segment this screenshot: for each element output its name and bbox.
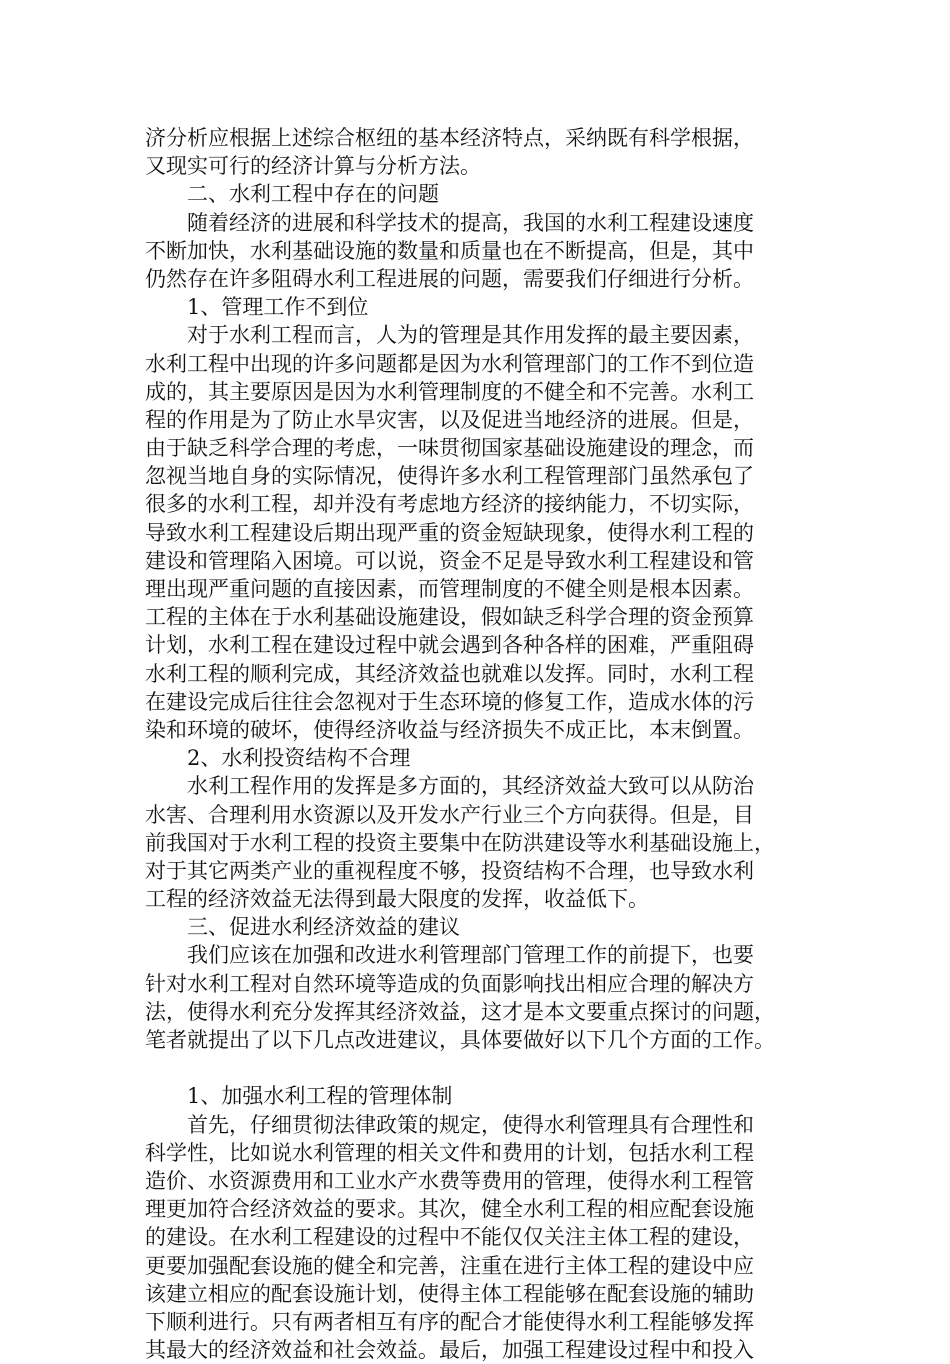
text-line: 忽视当地自身的实际情况，使得许多水利工程管理部门虽然承包了	[145, 464, 754, 489]
text-line: 理更加符合经济效益的要求。其次，健全水利工程的相应配套设施	[145, 1197, 754, 1222]
text-line: 针对水利工程对自然环境等造成的负面影响找出相应合理的解决方	[145, 971, 754, 996]
paragraph-start-line: 我们应该在加强和改进水利管理部门管理工作的前提下，也要	[187, 943, 754, 968]
text-line: 造价、水资源费用和工业水产水费等费用的管理，使得水利工程管	[145, 1168, 754, 1193]
text-line: 水害、合理利用水资源以及开发水产行业三个方向获得。但是，目	[145, 802, 754, 827]
paragraph-start-line: 2、水利投资结构不合理	[187, 746, 411, 771]
text-line: 水利工程的顺利完成，其经济效益也就难以发挥。同时，水利工程	[145, 661, 754, 686]
text-line: 成的，其主要原因是因为水利管理制度的不健全和不完善。水利工	[145, 379, 754, 404]
paragraph-start-line: 首先，仔细贯彻法律政策的规定，使得水利管理具有合理性和	[187, 1112, 754, 1137]
text-line: 济分析应根据上述综合枢纽的基本经济特点，采纳既有科学根据，	[145, 126, 754, 150]
text-line: 理出现严重问题的直接因素，而管理制度的不健全则是根本因素。	[145, 577, 754, 601]
text-line: 工程的经济效益无法得到最大限度的发挥，收益低下。	[145, 887, 649, 912]
text-line: 在建设完成后往往会忽视对于生态环境的修复工作，造成水体的污	[145, 689, 754, 714]
text-line: 水利工程中出现的许多问题都是因为水利管理部门的工作不到位造	[145, 351, 754, 376]
paragraph-start-line: 三、促进水利经济效益的建议	[187, 915, 460, 940]
paragraph-start-line: 随着经济的进展和科学技术的提高，我国的水利工程建设速度	[187, 210, 754, 235]
text-line: 染和环境的破坏，使得经济收益与经济损失不成正比，本末倒置。	[145, 717, 754, 742]
text-line: 下顺利进行。只有两者相互有序的配合才能使得水利工程能够发挥	[145, 1309, 754, 1334]
text-line: 科学性，比如说水利管理的相关文件和费用的计划，包括水利工程	[145, 1140, 754, 1165]
paragraph-start-line: 二、水利工程中存在的问题	[187, 182, 439, 207]
text-line: 更要加强配套设施的健全和完善，注重在进行主体工程的建设中应	[145, 1253, 754, 1278]
text-line: 其最大的经济效益和社会效益。最后，加强工程建设过程中和投入	[145, 1338, 754, 1363]
text-line: 对于其它两类产业的重视程度不够，投资结构不合理，也导致水利	[145, 858, 754, 883]
text-line: 计划，水利工程在建设过程中就会遇到各种各样的困难，严重阻碍	[145, 633, 754, 658]
paragraph-start-line: 1、加强水利工程的管理体制	[187, 1084, 453, 1109]
document-body	[145, 124, 805, 1364]
text-line: 法，使得水利充分发挥其经济效益，这才是本文要重点探讨的问题，	[145, 999, 775, 1024]
text-line: 笔者就提出了以下几点改进建议，具体要做好以下几个方面的工作。	[145, 1028, 775, 1052]
text-line: 导致水利工程建设后期出现严重的资金短缺现象，使得水利工程的	[145, 520, 754, 545]
text-line: 不断加快，水利基础设施的数量和质量也在不断提高，但是，其中	[145, 238, 754, 263]
text-line: 由于缺乏科学合理的考虑，一味贯彻国家基础设施建设的理念，而	[145, 436, 754, 461]
text-line: 建设和管理陷入困境。可以说，资金不足是导致水利工程建设和管	[145, 548, 754, 573]
text-line: 程的作用是为了防止水旱灾害，以及促进当地经济的进展。但是，	[145, 407, 754, 432]
text-line: 仍然存在许多阻碍水利工程进展的问题，需要我们仔细进行分析。	[145, 266, 754, 291]
text-line: 又现实可行的经济计算与分析方法。	[145, 154, 481, 179]
text-line: 工程的主体在于水利基础设施建设，假如缺乏科学合理的资金预算	[145, 605, 754, 630]
text-line: 该建立相应的配套设施计划，使得主体工程能够在配套设施的辅助	[145, 1281, 754, 1306]
paragraph-start-line: 水利工程作用的发挥是多方面的，其经济效益大致可以从防治	[187, 774, 754, 799]
blank-line	[145, 1054, 805, 1082]
text-line: 的建设。在水利工程建设的过程中不能仅仅关注主体工程的建设，	[145, 1225, 754, 1250]
paragraph-start-line: 1、管理工作不到位	[187, 295, 369, 320]
text-line: 前我国对于水利工程的投资主要集中在防洪建设等水利基础设施上，	[145, 830, 775, 855]
text-line: 很多的水利工程，却并没有考虑地方经济的接纳能力，不切实际，	[145, 492, 754, 517]
paragraph-start-line: 对于水利工程而言，人为的管理是其作用发挥的最主要因素，	[187, 323, 754, 348]
